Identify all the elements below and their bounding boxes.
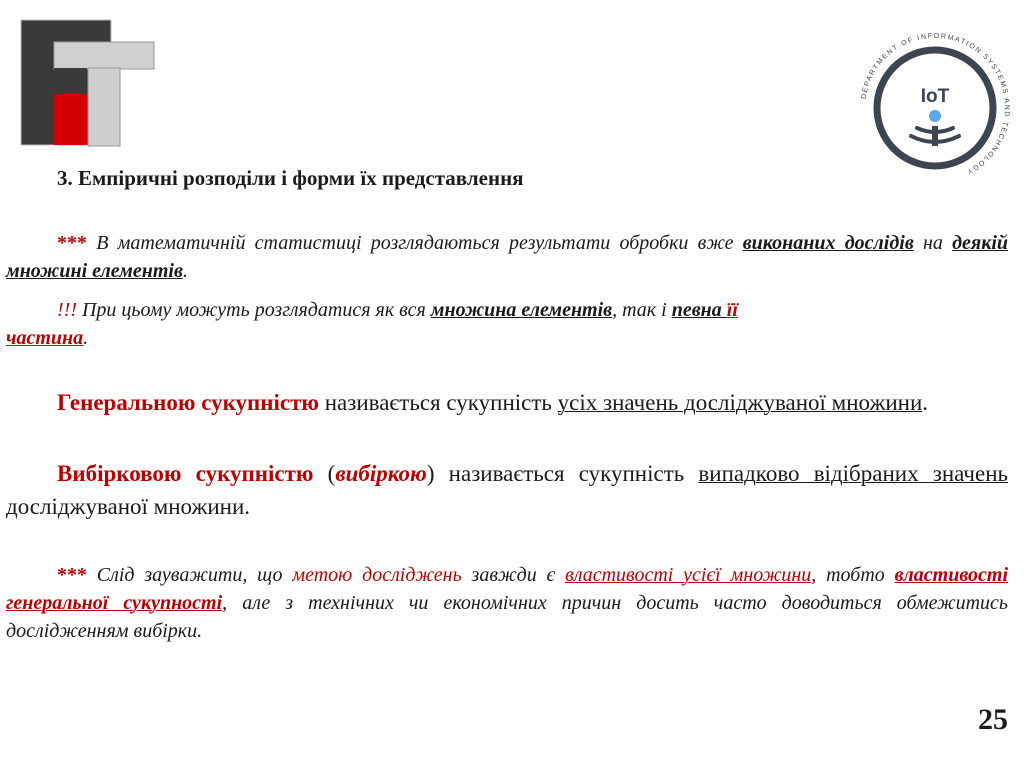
paragraph-5: *** Слід зауважити, що метою досліджень завжди є властивості усієї множини, тобто властивості генеральної сукупності, але з технічних чи економічних причин досить часто доводиться обмежитись дослідженням вибірки. xyxy=(6,564,1008,642)
seal-dot-icon xyxy=(929,110,941,122)
paragraph-3: Генеральною сукупністю називається сукупність усіх значень досліджуваної множини. xyxy=(57,390,929,415)
paragraph-2: !!! При цьому можуть розглядатися як вся множина елементів, так і певна її частина. xyxy=(6,299,738,349)
page-number: 25 xyxy=(978,703,1008,736)
paragraph-4: Вибірковою сукупністю (вибіркою) називається сукупність випадково відібраних значень досліджуваної множини. xyxy=(6,461,1008,519)
seal-ring-text: DEPARTMENT OF INFORMATION SYSTEMS AND TECHNOLOGY xyxy=(860,32,1011,176)
section-heading: 3. Емпіричні розподіли і форми їх представлення xyxy=(57,166,524,190)
ft-logo xyxy=(18,12,158,152)
slide-content xyxy=(6,160,1008,645)
paragraph-1: *** В математичній статистиці розглядаються результати обробки вже виконаних дослідів на деякій множині елементів. xyxy=(6,232,1009,282)
seal-iot-label: IoT xyxy=(920,86,950,107)
